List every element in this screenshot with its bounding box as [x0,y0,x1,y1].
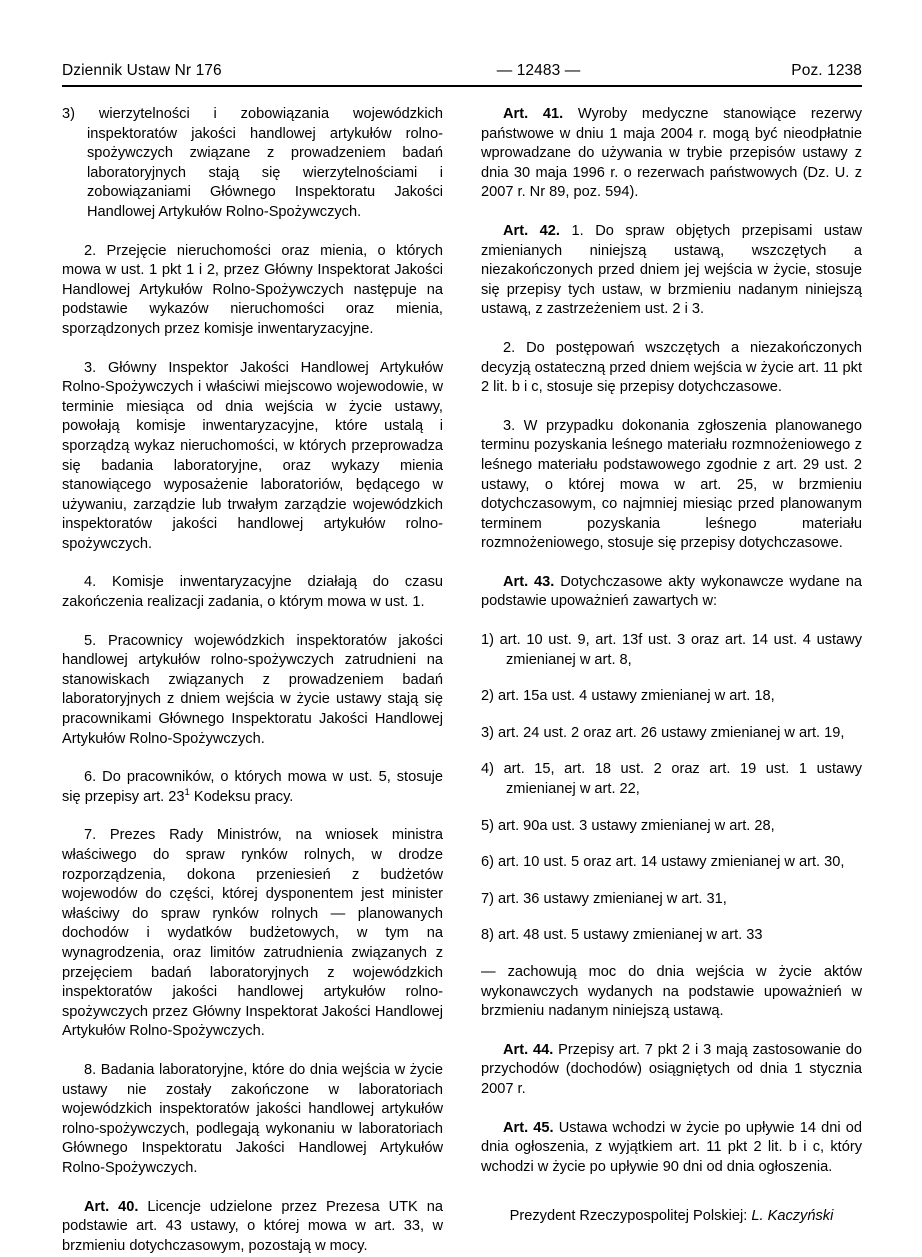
list-item-marker: 8) [481,927,494,944]
article-42-paragraph-1 [481,222,862,320]
article-43-label: Art. 43. [503,573,555,590]
list-item-marker: 2) [481,688,494,705]
article-42-paragraph-2: 2. Do postępowań wszczętych a niezakończonych decyzją ostateczną przed dniem wejścia w życie art. 11 pkt 2 lit. b i c, stosuje się przepisy dotychczasowe. [481,339,862,396]
list-item-text: art. 15a ust. 4 ustawy zmienianej w art. 18, [498,688,775,705]
paragraph-5: 5. Pracownicy wojewódzkich inspektoratów jakości handlowej artykułów rolno-spożywczych zatrudnieni na stanowiskach związanych z prowadzeniem badań laboratoryjnych z dniem wejścia w życie ustawy stają się pracownikami Głównego Inspektoratu Jakości Handlowej Artykułów Rolno-Spożywczych. [62,632,443,747]
gazette-title: Dziennik Ustaw Nr 176 [62,62,222,79]
page-number: — 12483 — [496,62,581,79]
list-item-marker: 6) [481,854,494,871]
article-42-paragraph-3: 3. W przypadku dokonania zgłoszenia planowanego terminu pozyskania leśnego materiału rozmnożeniowego z leśnego materiału podstawowego zgodnie z art. 29 ust. 2 ustawy, o której mowa w art. 25, w brzmieniu dotychczasowym, co najmniej miesiąc przed planowanym terminem pozyskania leśnego materiału rozmnożeniowego, stosuje się przepisy dotychczasowe. [481,417,862,552]
paragraph-2: 2. Przejęcie nieruchomości oraz mienia, o których mowa w ust. 1 pkt 1 i 2, przez Główny Inspektorat Jakości Handlowej Artykułów Rolno-Spożywczych następuje na podstawie wykazów nieruchomości oraz mienia, sporządzonych przez komisje inwentaryzacyjne. [62,242,443,337]
paragraph-7: 7. Prezes Rady Ministrów, na wniosek ministra właściwego do spraw rynków rolnych, w drodze rozporządzenia, dokona przeniesień z budżetów wojewodów do części, której dysponentem jest minister właściwy do spraw rynków rolnych — planowanych dochodów i wydatków budżetowych, w tym na wynagrodzenia, oraz limitów zatrudnienia związanych z przejęciem badań laboratoryjnych z wojewódzkich inspektoratów jakości handlowej artykułów rolno-spożywczych przez Główny Inspektorat Jakości Handlowej Artykułów Rolno-Spożywczych. [62,827,443,1040]
list-item-marker: 3) [481,724,494,741]
paragraph-4: 4. Komisje inwentaryzacyjne działają do czasu zakończenia realizacji zadania, o którym mowa w ust. 1. [62,574,443,611]
body-columns [62,105,862,1257]
list-item [481,631,862,670]
article-45-text: Ustawa wchodzi w życie po upływie 14 dni od dnia ogłoszenia, z wyjątkiem art. 11 pkt 2 lit. b i c, który wchodzi w życie po upływie 90 dni od dnia ogłoszenia. [481,1119,862,1175]
article-41 [481,105,862,203]
article-45-label: Art. 45. [503,1119,554,1136]
article-40 [62,1198,443,1257]
article-41-label: Art. 41. [503,106,564,122]
header-rule [62,85,862,87]
article-42-paragraph-1-text: 1. Do spraw objętych przepisami ustaw zmienianych niniejszą ustawą, wszczętych a niezakończonych przed dniem jej wejścia w życie, stosuje się przepisy tych ustaw, w brzmieniu nadanym niniejszą ustawą, z zastrzeżeniem ust. 2 i 3. [481,222,862,318]
running-head [62,62,862,80]
left-column [62,105,443,1257]
signature-title: Prezydent Rzeczypospolitej Polskiej: [509,1208,752,1225]
article-40-text: Licencje udzielone przez Prezesa UTK na podstawie art. 43 ustawy, o której mowa w art. 33, w brzmieniu dotychczasowym, pozostają w mocy. [62,1198,443,1254]
list-item-text: wierzytelności i zobowiązania wojewódzkich inspektoratów jakości handlowej artykułów rolno-spożywczych związane z prowadzeniem badań laboratoryjnych stają się wierzytelnościami i zobowiązaniami Głównego Inspektoratu Jakości Handlowej Artykułów Rolno-Spożywczych. [87,106,443,220]
article-40-label: Art. 40. [84,1198,139,1215]
list-item-marker: 5) [481,817,494,834]
signature-name: L. Kaczyński [751,1208,834,1225]
list-item-marker: 4) [481,761,494,778]
list-item-text: art. 15, art. 18 ust. 2 oraz art. 19 ust. 1 ustawy zmienianej w art. 22, [503,761,862,798]
right-column [481,105,862,1257]
article-43-intro-text: Dotychczasowe akty wykonawcze wydane na podstawie upoważnień zawartych w: [481,573,862,610]
list-item [481,817,862,837]
article-44-text: Przepisy art. 7 pkt 2 i 3 mają zastosowanie do przychodów (dochodów) osiągniętych od dnia 1 stycznia 2007 r. [481,1041,862,1097]
list-item [481,926,862,946]
paragraph-6-text-after: Kodeksu pracy. [189,788,294,805]
list-item-text: art. 36 ustawy zmienianej w art. 31, [498,890,727,907]
article-42-label: Art. 42. [503,222,560,239]
list-item-text: art. 48 ust. 5 ustawy zmienianej w art. 33 [498,927,763,944]
list-item [481,890,862,910]
article-43-closing: — zachowują moc do dnia wejścia w życie aktów wykonawczych wydanych na podstawie upoważnień w brzmieniu nadanym niniejszą ustawą. [481,964,862,1020]
list-item-text: art. 90a ust. 3 ustawy zmienianej w art. 28, [498,817,775,834]
article-43-intro [481,573,862,612]
article-44-label: Art. 44. [503,1041,554,1058]
list-item-text: art. 24 ust. 2 oraz art. 26 ustawy zmienianej w art. 19, [498,724,845,741]
article-superscript: 1 [184,786,190,798]
list-item-marker: 1) [481,632,494,649]
list-item [481,760,862,799]
list-item-marker: 7) [481,890,494,907]
article-41-text: Wyroby medyczne stanowiące rezerwy państwowe w dniu 1 maja 2004 r. mogą być nieodpłatnie wprowadzane do używania w trybie przepisów ustawy z dnia 30 maja 1996 r. o rezerwach państwowych (Dz. U. z 2007 r. Nr 89, poz. 594). [481,106,862,201]
list-item-marker: 3) [62,106,75,122]
list-item [481,687,862,707]
list-item-text: art. 10 ust. 9, art. 13f ust. 3 oraz art. 14 ust. 4 ustawy zmienianej w art. 8, [499,632,863,668]
list-item [481,724,862,744]
list-item [481,853,862,873]
list-item [62,105,443,223]
paragraph-6-text-before: 6. Do pracowników, o których mowa w ust. 5, stosuje się przepisy art. 23 [62,769,443,805]
paragraph-8: 8. Badania laboratoryjne, które do dnia wejścia w życie ustawy nie zostały zakończone w laboratoriach wojewódzkich inspektoratów jakości handlowej artykułów rolno-spożywczych, podlegają wykonaniu w laboratoriach Głównego Inspektoratu Jakości Handlowej Artykułów Rolno-Spożywczych. [62,1061,443,1176]
signature-line [481,1207,862,1227]
item-number: Poz. 1238 [791,62,862,79]
article-44 [481,1041,862,1100]
paragraph-6 [62,768,443,807]
paragraph-3: 3. Główny Inspektor Jakości Handlowej Artykułów Rolno-Spożywczych i właściwi miejscowo wojewodowie, w terminie miesiąca od dnia wejścia w życie ustawy, powołają komisje inwentaryzacyjne, które ustalą i sporządzą wykaz nieruchomości, w których przeprowadza się badania laboratoryjne, oraz wykazy mienia stanowiącego wyposażenie laboratoriów, będącego w używaniu, zarządzie lub trwałym zarządzie wojewódzkich inspektoratów jakości handlowej artykułów rolno-spożywczych. [62,359,443,552]
article-45 [481,1119,862,1178]
list-item-text: art. 10 ust. 5 oraz art. 14 ustawy zmienianej w art. 30, [498,854,845,871]
